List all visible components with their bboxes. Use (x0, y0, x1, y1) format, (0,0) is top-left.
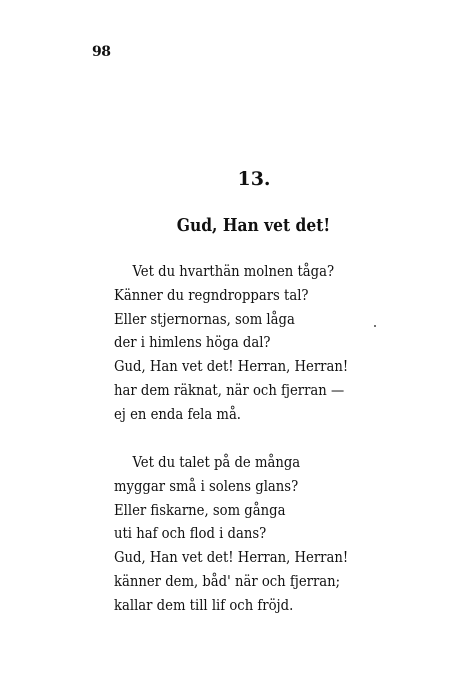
poem-line: Känner du regndroppars tal? (114, 285, 309, 304)
poem-line: har dem räknat, när och fjerran — (114, 380, 345, 399)
poem-line: ej en enda fela må. (114, 404, 242, 423)
poem-line: Gud, Han vet det! Herran, Herran! (114, 548, 349, 567)
poem-line: Vet du hvarthän molnen tåga? (132, 262, 335, 280)
poem-line: Vet du talet på de många (132, 453, 301, 471)
stanza-2 (114, 451, 414, 618)
poem-line: myggar små i solens glans? (114, 476, 299, 495)
poem-title: Gud, Han vet det! (176, 215, 331, 236)
stanza-1 (114, 260, 414, 427)
poem-line: Gud, Han vet det! Herran, Herran! (114, 357, 349, 376)
poem-line: känner dem, båd' när och fjerran; (114, 571, 341, 590)
poem-line: Eller stjernornas, som låga (114, 309, 295, 328)
poem-number: 13. (237, 168, 271, 190)
ink-speck (374, 325, 376, 327)
poem-line: Eller fiskarne, som gånga (114, 500, 286, 519)
poem-line: uti haf och flod i dans? (114, 524, 267, 543)
page-number: 98 (92, 44, 111, 60)
poem-line: kallar dem till lif och fröjd. (114, 595, 294, 614)
poem-line: der i himlens höga dal? (114, 333, 271, 352)
